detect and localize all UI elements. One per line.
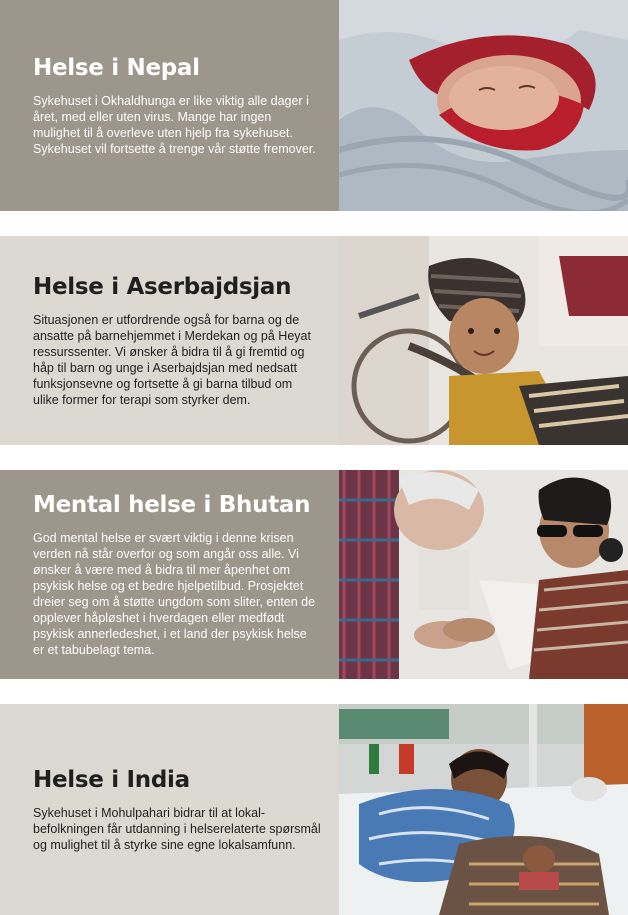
section-body: Sykehuset i Okhaldhunga er like viktig alle dager i året, med eller uten virus. Mange har ingen mulighet til å overleve uten hjelp fra sykehuset. Sykehuset vil fortsette å trenge vår støtte fremover. [33, 94, 316, 156]
newborn-baby-photo [339, 0, 628, 211]
section-title: Helse i Aserbajdsjan [33, 274, 292, 300]
section-body: God mental helse er svært viktig i denne krisen verden nå står overfor og som angår oss alle. Vi ønsker å være med å bidra til mer åpenhet om psykisk helse og et bedre hjelpetilbud. Prosjektet dreier seg om å støtte ungdom som sliter, enten de opplever håpløshet i hverdagen eller medfødt psykisk annerledeshet, i et land der psykisk helse er et tabubelagt tema. [33, 531, 316, 657]
section-title: Helse i India [33, 767, 190, 793]
section-body: Sykehuset i Mohulpahari bidrar til at lokal-befolkningen får utdanning i helserelaterte spørsmål og mulighet til å styrke sine egne lokalsamfunn. [33, 806, 321, 852]
text-panel [0, 704, 339, 915]
child-in-wheelchair-photo [339, 236, 628, 445]
section-title: Helse i Nepal [33, 55, 200, 81]
section-aserbajdsjan [0, 236, 628, 445]
handshake-photo [339, 470, 628, 679]
mother-and-baby-hospital-photo [339, 704, 628, 915]
section-india [0, 704, 628, 915]
section-bhutan [0, 470, 628, 679]
section-nepal [0, 0, 628, 211]
section-body: Situasjonen er utfordrende også for barna og de ansatte på barnehjemmet i Merdekan og på Heyat ressurssenter. Vi ønsker å bidra til å gi fremtid og håp til barn og unge i Aserbajdsjan med nedsatt funksjonsevne og fortsette å gi barna tilbud om ulike former for terapi som styrker dem. [33, 313, 311, 407]
text-panel [0, 0, 339, 211]
section-title: Mental helse i Bhutan [33, 492, 311, 518]
text-panel [0, 470, 339, 679]
text-panel [0, 236, 339, 445]
